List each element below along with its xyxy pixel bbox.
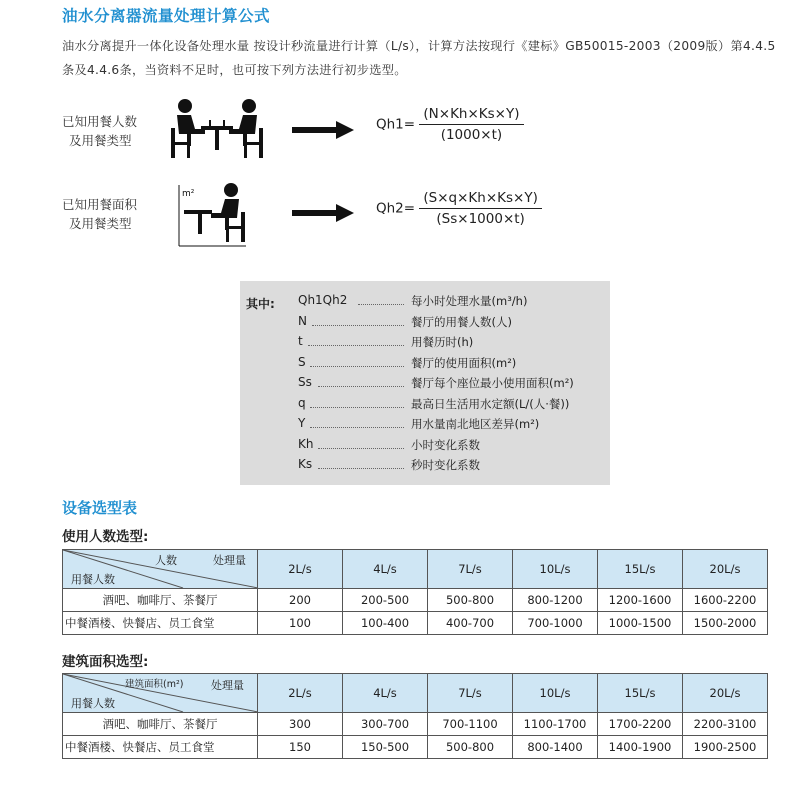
diner-area-icon [176,182,250,250]
row-label: 酒吧、咖啡厅、茶餐厅 [63,713,258,736]
table-row [63,713,768,736]
table-cell: 1200-1600 [598,589,683,612]
legend-symbol: q [298,396,306,410]
table-cell: 300 [258,713,343,736]
column-header: 7L/s [428,550,513,589]
legend-symbol: Ks [298,457,313,471]
table-row [63,736,768,759]
table2-title: 建筑面积选型: [62,654,149,670]
column-header: 10L/s [513,674,598,713]
row-label: 酒吧、咖啡厅、茶餐厅 [63,589,258,612]
arrow-right-icon [292,204,354,222]
legend-desc: 餐厅每个座位最小使用面积(m²) [411,376,574,390]
table-cell: 400-700 [428,612,513,635]
table-cell: 500-800 [428,589,513,612]
legend-item [298,437,598,455]
column-header: 20L/s [683,674,768,713]
corner-top-right: 处理量 [211,679,244,692]
legend-symbol: Kh [298,437,314,451]
legend-item [298,457,598,475]
table-cell: 100-400 [343,612,428,635]
row-label: 中餐酒楼、快餐店、员工食堂 [63,736,258,759]
column-header: 7L/s [428,674,513,713]
formula-qh1-numerator: (N×Kh×Ks×Y) [419,106,523,125]
table-cell: 200-500 [343,589,428,612]
table-cell: 500-800 [428,736,513,759]
table-by-diners [62,549,768,635]
legend-symbol: Y [298,416,306,430]
table-cell: 700-1000 [513,612,598,635]
legend-item [298,355,598,373]
method1-known [62,112,137,150]
table-cell: 150-500 [343,736,428,759]
table-header-row [63,674,768,713]
formula-qh1-fraction [419,106,523,143]
method1-known-line2: 及用餐类型 [69,133,132,148]
intro-paragraph: 油水分离提升一体化设备处理水量 按设计秒流量进行计算（L/s），计算方法按现行《建标》GB50015-2003（2009版）第4.4.5条及4.4.6条，当资料不足时，也可按下列方法进行初步选型。 [62,39,776,77]
row-label: 中餐酒楼、快餐店、员工食堂 [63,612,258,635]
table-row [63,612,768,635]
formula-qh1 [376,106,524,143]
legend-item [298,334,598,352]
table-cell: 1400-1900 [598,736,683,759]
table-cell: 1600-2200 [683,589,768,612]
method2-known-line1: 已知用餐面积 [62,197,138,212]
legend-item [298,416,598,434]
arrow-right-icon [292,121,354,139]
table-cell: 1500-2000 [683,612,768,635]
corner-top-mid: 建筑面积(m²) [125,679,184,690]
method2-known [62,195,137,233]
table-cell: 200 [258,589,343,612]
table-cell: 300-700 [343,713,428,736]
area-unit-label: m² [182,189,195,199]
legend-item [298,314,598,332]
corner-top-right: 处理量 [213,554,246,567]
legend-desc: 每小时处理水量(m³/h) [411,294,528,308]
legend-desc: 用水量南北地区差异(m²) [411,417,540,431]
table-cell: 150 [258,736,343,759]
table-corner-cell [63,550,258,589]
table-by-area [62,673,768,759]
section-title: 设备选型表 [62,499,138,517]
formula-qh2-numerator: (S×q×Kh×Ks×Y) [419,190,541,209]
diners-table-icon [168,98,266,160]
table-cell: 100 [258,612,343,635]
legend-desc: 餐厅的使用面积(m²) [411,356,517,370]
formula-qh1-lhs: Qh1= [376,116,416,133]
table-cell: 1000-1500 [598,612,683,635]
legend-symbol: t [298,334,303,348]
table1-title: 使用人数选型: [62,529,149,545]
table-cell: 800-1200 [513,589,598,612]
table-cell: 1700-2200 [598,713,683,736]
legend-item [298,375,598,393]
formula-qh2-denominator: (Ss×1000×t) [436,211,525,227]
table-cell: 700-1100 [428,713,513,736]
column-header: 4L/s [343,674,428,713]
column-header: 15L/s [598,550,683,589]
formula-qh2-lhs: Qh2= [376,200,416,217]
formula-qh2-fraction [419,190,541,227]
column-header: 2L/s [258,550,343,589]
corner-bottom-left: 用餐人数 [71,697,115,710]
column-header: 10L/s [513,550,598,589]
table-cell: 1100-1700 [513,713,598,736]
table-header-row [63,550,768,589]
legend-desc: 用餐历时(h) [411,335,474,349]
column-header: 2L/s [258,674,343,713]
legend-item [298,293,598,311]
table-cell: 2200-3100 [683,713,768,736]
legend-desc: 小时变化系数 [411,438,480,452]
legend-symbol: S [298,355,306,369]
legend-desc: 餐厅的用餐人数(人) [411,315,512,329]
legend-symbol: N [298,314,307,328]
column-header: 20L/s [683,550,768,589]
column-header: 4L/s [343,550,428,589]
formula-qh1-denominator: (1000×t) [440,127,503,143]
legend-symbol: Qh1Qh2 [298,293,348,307]
legend-symbol: Ss [298,375,312,389]
method2-known-line2: 及用餐类型 [69,216,132,231]
corner-bottom-left: 用餐人数 [71,573,115,586]
page-title: 油水分离器流量处理计算公式 [62,7,271,25]
table-corner-cell [63,674,258,713]
method1-known-line1: 已知用餐人数 [62,114,138,129]
legend-item [298,396,598,414]
table-row [63,589,768,612]
legend-lead: 其中: [246,297,275,311]
legend-desc: 最高日生活用水定额(L/(人·餐)) [411,397,570,411]
table-cell: 1900-2500 [683,736,768,759]
column-header: 15L/s [598,674,683,713]
legend-desc: 秒时变化系数 [411,458,480,472]
formula-qh2 [376,190,542,227]
table-cell: 800-1400 [513,736,598,759]
corner-top-mid: 人数 [155,554,177,567]
